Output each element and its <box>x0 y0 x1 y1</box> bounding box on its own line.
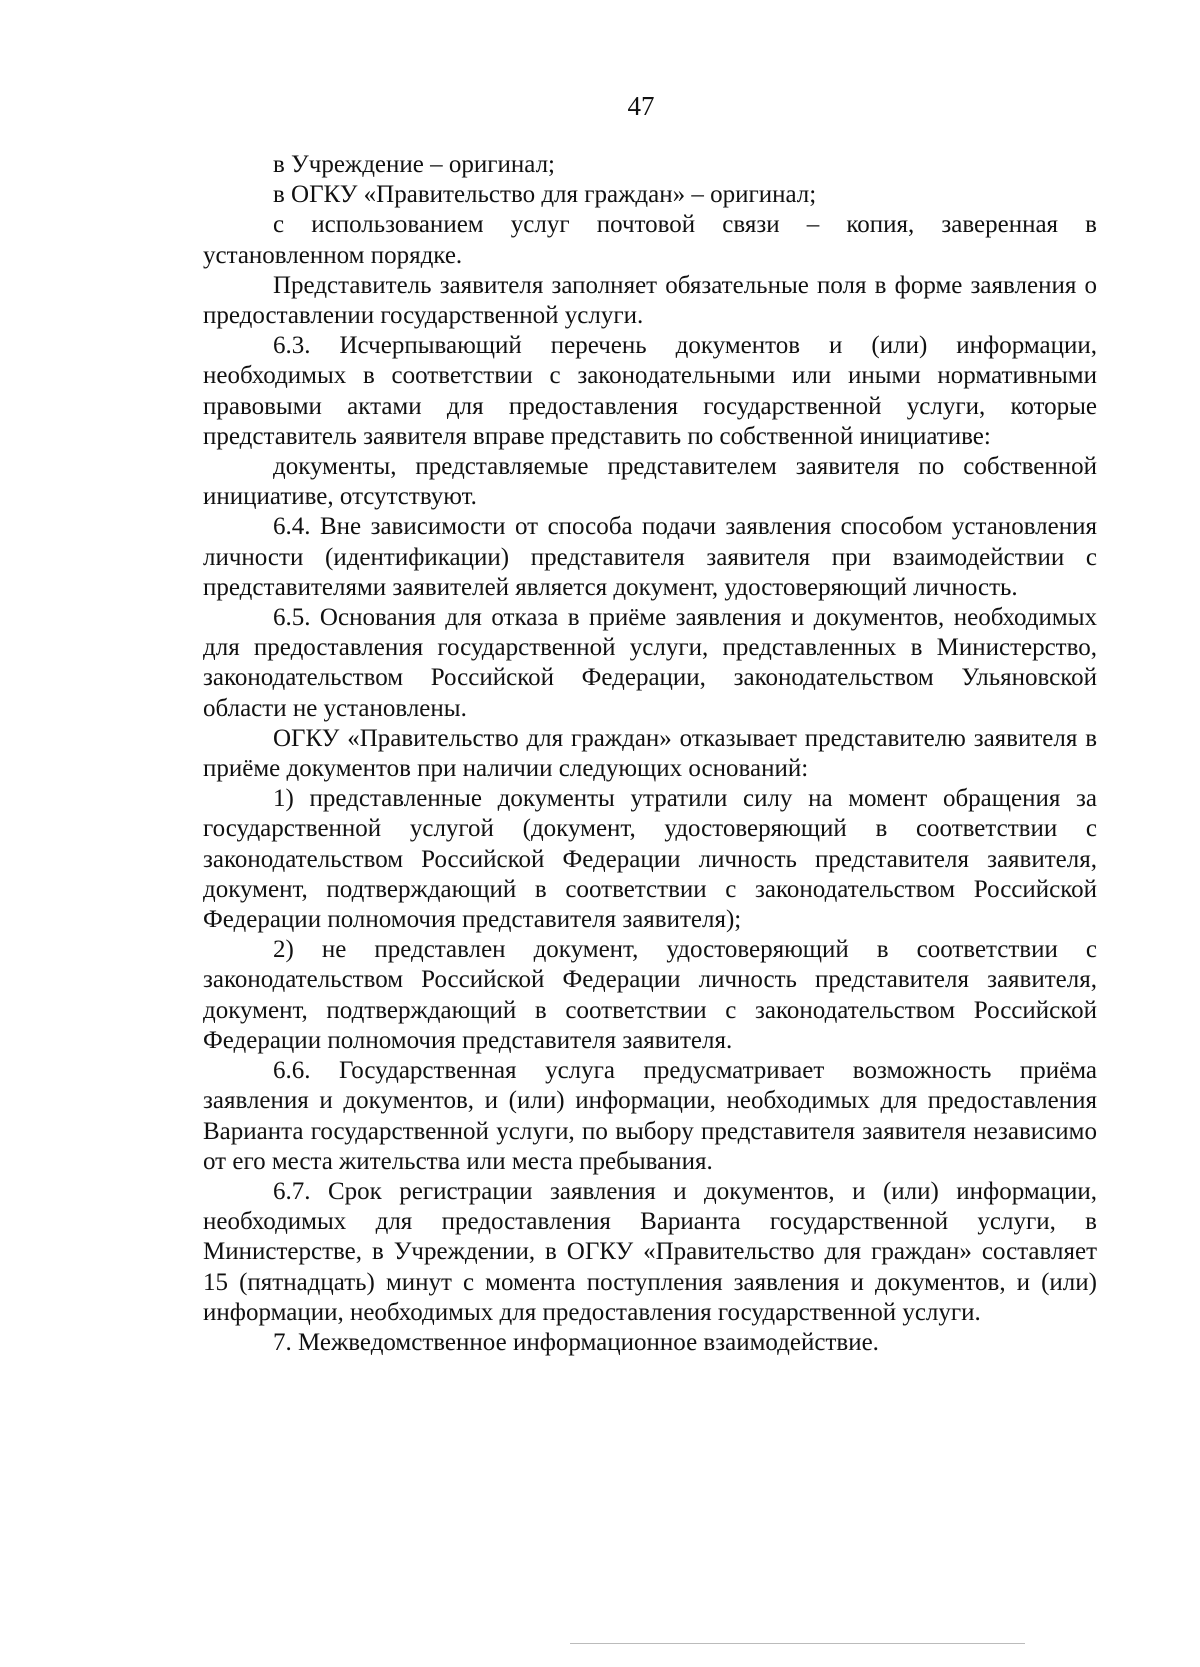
paragraph-10: 1) представленные документы утратили силу на момент обращения за государственной услугой (документ, удостоверяющий в соответствии с законодательством Российской Федерации личность представителя заявителя, документ, подтверждающий в соответствии с законодательством Российской Федерации полномочия представителя заявителя); <box>203 785 1097 934</box>
paragraph-1: в Учреждение – оригинал; <box>273 151 555 178</box>
paragraph-6: документы, представляемые представителем заявителя по собственной инициативе, отсутствуют. <box>203 453 1097 511</box>
paragraph-2: в ОГКУ «Правительство для граждан» – оригинал; <box>273 181 817 209</box>
paragraph-12: 6.6. Государственная услуга предусматривает возможность приёма заявления и документов, и (или) информации, необходимых для предоставления Варианта государственной услуги, по выбору представителя заявителя независимо от его места жительства или места пребывания. <box>203 1057 1097 1175</box>
paragraph-9: ОГКУ «Правительство для граждан» отказывает представителю заявителя в приёме документов при наличии следующих оснований: <box>203 724 1097 783</box>
paragraph-13: 6.7. Срок регистрации заявления и документов, и (или) информации, необходимых для предоставления Варианта государственной услуги, в Министерстве, в Учреждении, в ОГКУ «Правительство для граждан» составляет 15 (пятнадцать) минут с момента поступления заявления и документов, и (или) информации, необходимых для предоставления государственной услуги. <box>203 1177 1097 1326</box>
paragraph-14: 7. Межведомственное информационное взаимодействие. <box>273 1328 879 1356</box>
footer-divider <box>570 1643 1025 1644</box>
paragraph-11: 2) не представлен документ, удостоверяющий в соответствии с законодательством Российской Федерации личность представителя заявителя, документ, подтверждающий в соответствии с законодательством Российской Федерации полномочия представителя заявителя. <box>203 936 1097 1054</box>
page-number: 47 <box>627 91 655 121</box>
paragraph-8: 6.5. Основания для отказа в приёме заявления и документов, необходимых для предоставления государственной услуги, представленных в Министерство, законодательством Российской Федерации, законодательством Ульяновской области не установлены. <box>203 604 1097 722</box>
paragraph-4: Представитель заявителя заполняет обязательные поля в форме заявления о предоставлении государственной услуги. <box>203 271 1097 330</box>
document-body <box>203 150 1097 1358</box>
paragraph-7: 6.4. Вне зависимости от способа подачи заявления способом установления личности (идентификации) представителя заявителя при взаимодействии с представителями заявителей является документ, удостоверяющий личность. <box>203 513 1097 601</box>
paragraph-3: с использованием услуг почтовой связи – копия, заверенная в установленном порядке. <box>203 211 1097 269</box>
paragraph-5: 6.3. Исчерпывающий перечень документов и (или) информации, необходимых в соответствии с законодательными или иными нормативными правовыми актами для предоставления государственной услуги, которые представитель заявителя вправе представить по собственной инициативе: <box>203 332 1097 450</box>
